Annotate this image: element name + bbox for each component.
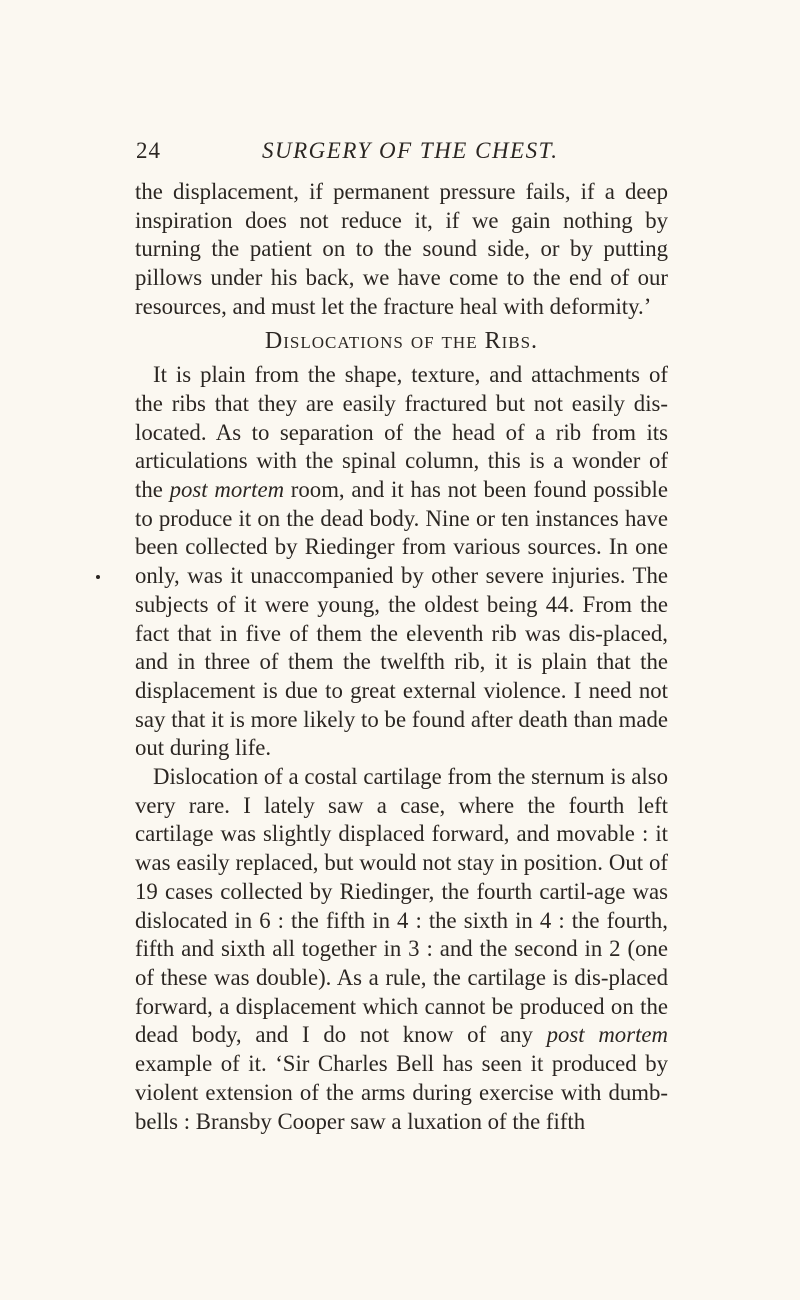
paragraph-2-text-a: It is plain from the shape, texture, and attachments of the ribs that they are easily fractured but not easily dis-located. As to separation of the head of a rib from its articulations with the spinal column, this is a wonder of the xyxy=(135,362,668,503)
paragraph-3-text-a: Dislocation of a costal cartilage from the sternum is also very rare. I lately saw a case, where the fourth left cartilage was slightly displaced forward, and movable : it was easily replaced, but would not stay in position. Out of 19 cases collected by Riedinger, the fourth cartil-age was dislocated in 6 : the fifth in 4 : the sixth in 4 : the fourth, fifth and sixth all together in 3 : and the second in 2 (one of these was double). As a rule, the cartilage is dis-placed forward, a displacement which cannot be produced on the dead body, and I do not know of any xyxy=(135,764,668,1048)
running-head: SURGERY OF THE CHEST. xyxy=(262,138,559,163)
paragraph-3-text-b: example of it. ‘Sir Charles Bell has seen it produced by violent extension of the arms during exercise with dumb-bells : Bransby Cooper saw a luxation of the fifth xyxy=(135,1051,668,1134)
page-body xyxy=(135,178,668,1136)
section-heading: Dislocations of the Ribs. xyxy=(264,327,539,354)
paragraph-2 xyxy=(135,361,668,763)
margin-mark xyxy=(96,575,100,579)
paragraph-2-italic-term: post mortem xyxy=(169,477,285,503)
paragraph-3 xyxy=(135,763,668,1136)
paragraph-3-italic-term: post mortem xyxy=(546,1022,668,1048)
page-number: 24 xyxy=(136,138,161,163)
paragraph-1: the displacement, if permanent pressure fails, if a deep inspiration does not reduce it, if we gain nothing by turning the patient on to the sound side, or by putting pillows under his back, we have come to the end of our resources, and must let the fracture heal with deformity.’ xyxy=(135,179,668,319)
paragraph-2-text-b: room, and it has not been found possible to produce it on the dead body. Nine or ten instances have been collected by Riedinger from various sources. In one only, was it unaccompanied by other severe injuries. The subjects of it were young, the oldest being 44. From the fact that in five of them the eleventh rib was dis-placed, and in three of them the twelfth rib, it is plain that the displacement is due to great external violence. I need not say that it is more likely to be found after death than made out during life. xyxy=(135,477,668,761)
page-header xyxy=(0,138,800,172)
